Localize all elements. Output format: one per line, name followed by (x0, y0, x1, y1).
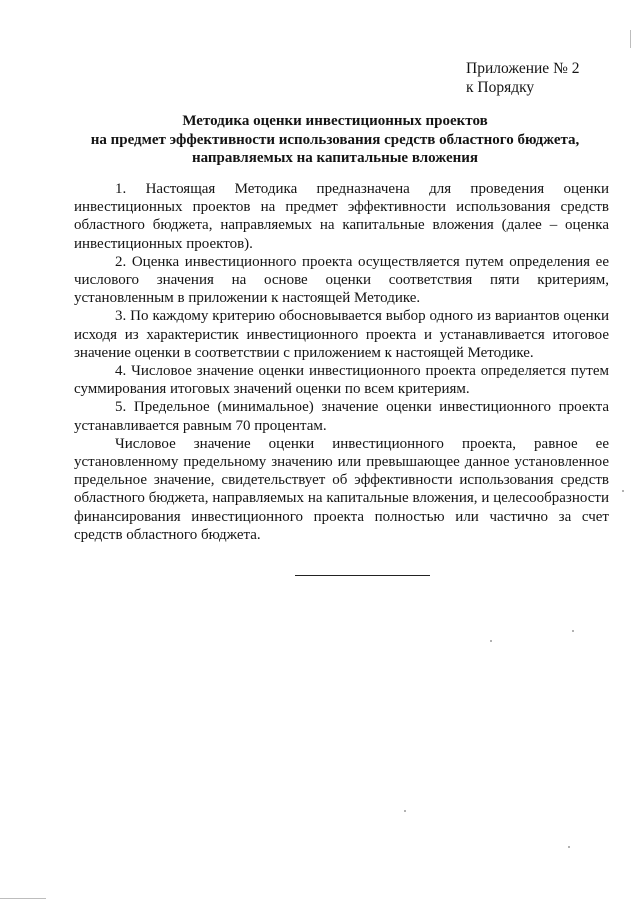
appendix-reference (466, 59, 579, 97)
scan-speck (404, 810, 406, 812)
paragraph-5: 5. Предельное (минимальное) значение оценки инвестиционного проекта устанавливается равным 70 процентам. (74, 399, 609, 434)
appendix-order-ref: к Порядку (466, 79, 535, 96)
scan-speck (622, 490, 624, 492)
title-line-2: на предмет эффективности использования средств областного бюджета, (90, 131, 580, 148)
paragraph-6: Числовое значение оценки инвестиционного проекта, равное ее установленному предельному значению или превышающее данное установленное предельное значение, свидетельствует об эффективности использования средств областного бюджета, направляемых на капитальные вложения, и целесообразности финансирования инвестиционного проекта полностью или частично за счет средств областного бюджета. (74, 435, 609, 543)
scan-bottom-edge (0, 898, 46, 899)
closing-rule (295, 575, 430, 576)
scan-speck (572, 630, 574, 632)
title-line-1: Методика оценки инвестиционных проектов (182, 113, 488, 129)
paragraph-1: 1. Настоящая Методика предназначена для проведения оценки инвестиционных проектов на предмет эффективности использования средств областного бюджета, направляемых на капитальные вложения (далее – оценка инвестиционных проектов). (74, 181, 609, 252)
title-line-3: направляемых на капитальные вложения (191, 150, 479, 166)
document-title (70, 112, 600, 168)
appendix-number: Приложение № 2 (466, 60, 580, 77)
scan-edge-mark (630, 30, 631, 48)
scan-speck (568, 846, 570, 848)
paragraph-3: 3. По каждому критерию обосновывается выбор одного из вариантов оценки исходя из характеристик инвестиционного проекта и устанавливается итоговое значение оценки в соответствии с приложением к настоящей Методике. (74, 308, 609, 361)
document-body (74, 180, 609, 544)
paragraph-2: 2. Оценка инвестиционного проекта осуществляется путем определения ее числового значения на основе оценки соответствия пяти критериям, установленным в приложении к настоящей Методике. (74, 253, 609, 307)
scan-speck (490, 640, 492, 642)
paragraph-4: 4. Числовое значение оценки инвестиционного проекта определяется путем суммирования итоговых значений оценки по всем критериям. (74, 363, 609, 398)
